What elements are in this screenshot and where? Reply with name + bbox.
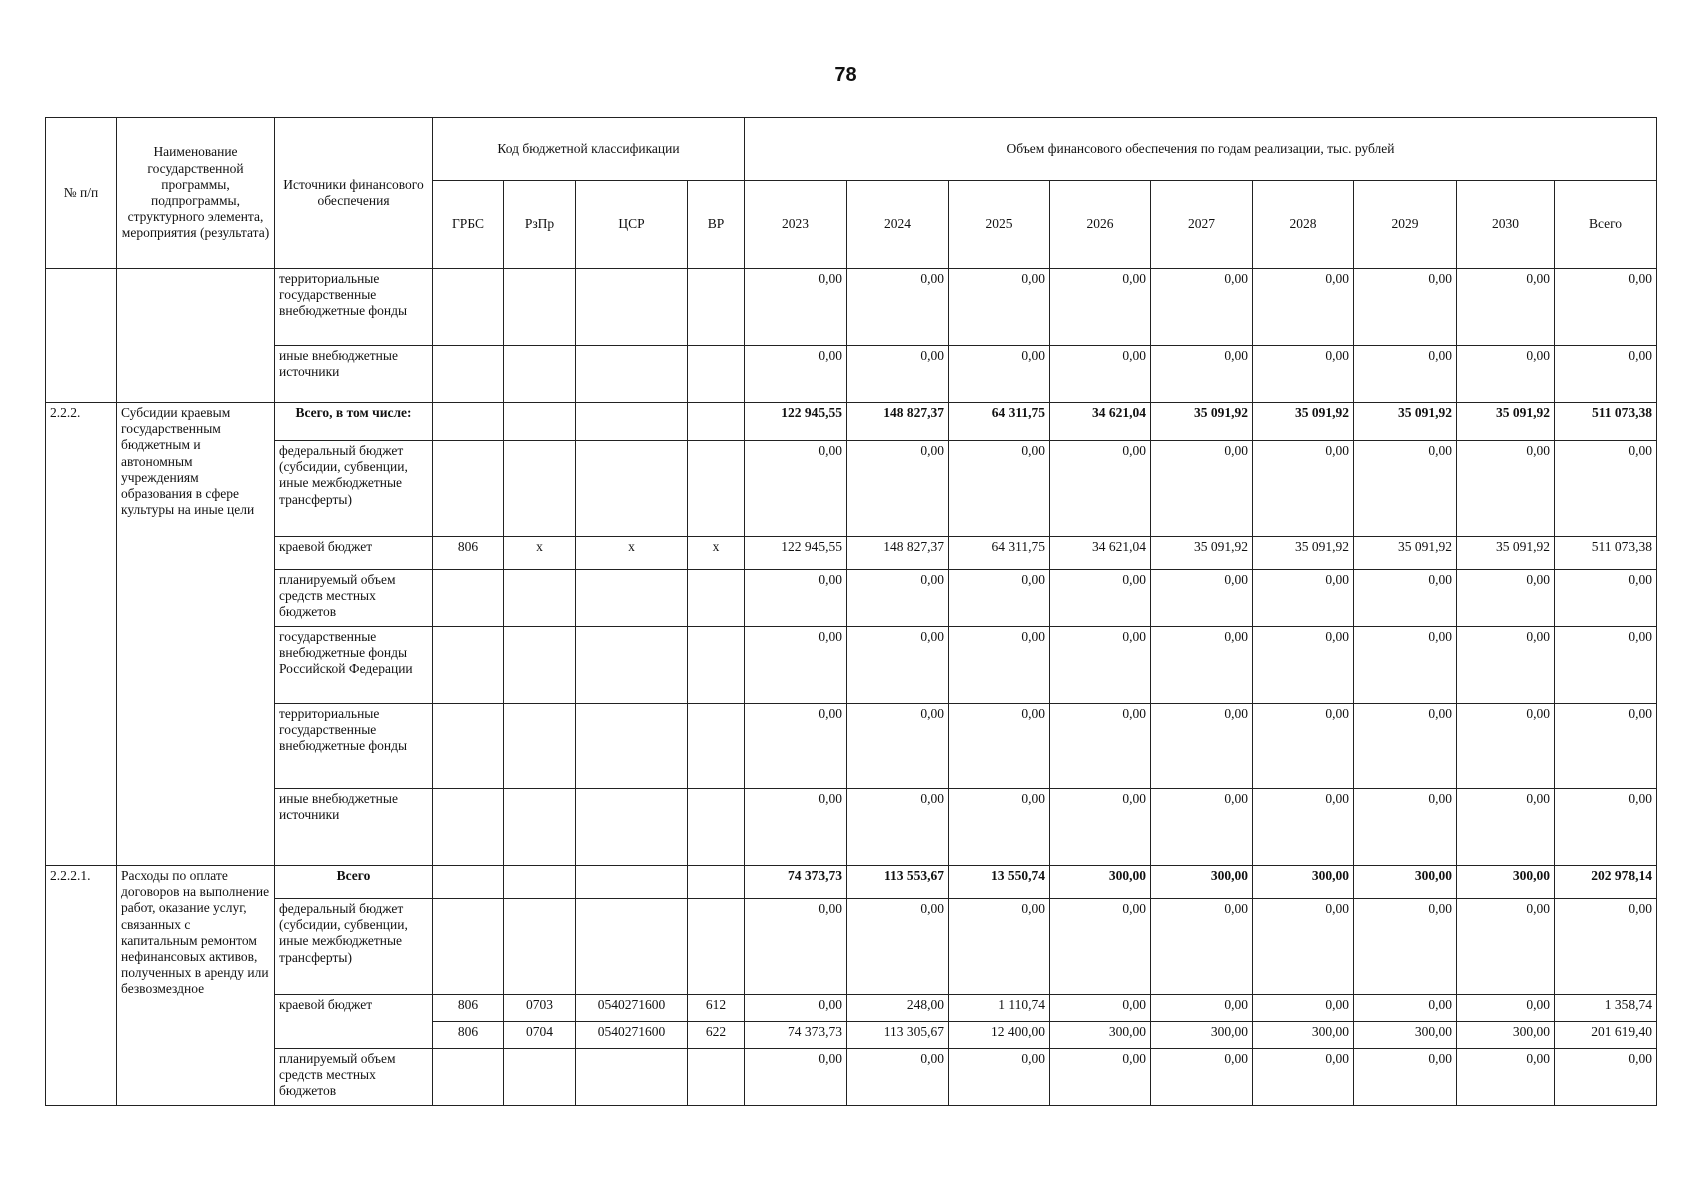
row-number: 2.2.2. [46, 403, 117, 866]
code-cell: х [504, 537, 576, 570]
code-cell [433, 269, 504, 346]
header-year: 2029 [1354, 181, 1457, 269]
code-cell: 806 [433, 1022, 504, 1049]
value-cell: 0,00 [1253, 269, 1354, 346]
code-cell [504, 704, 576, 789]
value-cell: 0,00 [745, 789, 847, 866]
total-cell: 0,00 [1555, 627, 1657, 704]
total-cell: 0,00 [1555, 704, 1657, 789]
header-code-group: Код бюджетной классификации [433, 118, 745, 181]
code-cell: 0704 [504, 1022, 576, 1049]
value-cell: 0,00 [1151, 627, 1253, 704]
total-cell: 202 978,14 [1555, 866, 1657, 899]
value-cell: 0,00 [1050, 570, 1151, 627]
value-cell: 0,00 [949, 346, 1050, 403]
value-cell: 0,00 [1050, 441, 1151, 537]
code-cell [688, 1049, 745, 1106]
source-cell: иные внебюджетные источники [275, 346, 433, 403]
source-cell: краевой бюджет [275, 995, 433, 1049]
table-row [46, 570, 1657, 627]
table-row [46, 866, 1657, 899]
code-cell [688, 866, 745, 899]
value-cell: 0,00 [949, 570, 1050, 627]
code-cell [576, 1049, 688, 1106]
value-cell: 0,00 [1354, 789, 1457, 866]
total-cell: 0,00 [1555, 1049, 1657, 1106]
value-cell: 0,00 [1354, 899, 1457, 995]
total-cell: 511 073,38 [1555, 537, 1657, 570]
value-cell: 0,00 [1253, 899, 1354, 995]
value-cell: 0,00 [1050, 789, 1151, 866]
value-cell: 0,00 [1354, 995, 1457, 1022]
total-cell: 0,00 [1555, 570, 1657, 627]
code-cell: 0540271600 [576, 995, 688, 1022]
value-cell: 35 091,92 [1253, 403, 1354, 441]
value-cell: 113 305,67 [847, 1022, 949, 1049]
code-cell [576, 704, 688, 789]
value-cell: 0,00 [745, 269, 847, 346]
table-header [46, 118, 1657, 269]
header-year: 2025 [949, 181, 1050, 269]
value-cell: 0,00 [1457, 346, 1555, 403]
value-cell: 0,00 [1050, 899, 1151, 995]
source-cell: Всего, в том числе: [275, 403, 433, 441]
header-vr: ВР [688, 181, 745, 269]
total-cell: 0,00 [1555, 441, 1657, 537]
code-cell: 0703 [504, 995, 576, 1022]
value-cell: 122 945,55 [745, 403, 847, 441]
value-cell: 148 827,37 [847, 537, 949, 570]
row-number [46, 269, 117, 403]
code-cell: 622 [688, 1022, 745, 1049]
value-cell: 0,00 [745, 704, 847, 789]
code-cell [576, 346, 688, 403]
source-cell: иные внебюджетные источники [275, 789, 433, 866]
value-cell: 300,00 [1457, 1022, 1555, 1049]
table-row [46, 441, 1657, 537]
value-cell: 0,00 [1354, 441, 1457, 537]
value-cell: 0,00 [1151, 346, 1253, 403]
value-cell: 0,00 [847, 899, 949, 995]
table-row [46, 537, 1657, 570]
budget-table [45, 117, 1657, 1106]
table-body [46, 269, 1657, 1106]
code-cell: 612 [688, 995, 745, 1022]
value-cell: 0,00 [1253, 704, 1354, 789]
value-cell: 34 621,04 [1050, 537, 1151, 570]
code-cell [504, 899, 576, 995]
code-cell: 806 [433, 537, 504, 570]
table-row [46, 1049, 1657, 1106]
value-cell: 0,00 [1151, 269, 1253, 346]
table-row [46, 995, 1657, 1022]
value-cell: 35 091,92 [1151, 403, 1253, 441]
header-source: Источники финансового обеспечения [275, 118, 433, 269]
code-cell: х [576, 537, 688, 570]
value-cell: 0,00 [1354, 627, 1457, 704]
value-cell: 0,00 [745, 1049, 847, 1106]
table-row [46, 627, 1657, 704]
value-cell: 0,00 [949, 441, 1050, 537]
value-cell: 0,00 [1151, 441, 1253, 537]
code-cell [433, 403, 504, 441]
code-cell [688, 789, 745, 866]
code-cell [433, 899, 504, 995]
value-cell: 300,00 [1354, 1022, 1457, 1049]
value-cell: 0,00 [1457, 441, 1555, 537]
value-cell: 113 553,67 [847, 866, 949, 899]
total-cell: 0,00 [1555, 269, 1657, 346]
program-name: Расходы по оплате договоров на выполнение работ, оказание услуг, связанных с капитальным ремонтом нефинансовых активов, полученных в аренду или безвозмездное [117, 866, 275, 1106]
value-cell: 0,00 [847, 704, 949, 789]
code-cell [504, 1049, 576, 1106]
code-cell [433, 866, 504, 899]
table-row [46, 403, 1657, 441]
value-cell: 13 550,74 [949, 866, 1050, 899]
value-cell: 300,00 [1151, 1022, 1253, 1049]
value-cell: 0,00 [1050, 1049, 1151, 1106]
value-cell: 0,00 [1457, 570, 1555, 627]
table-row [46, 899, 1657, 995]
header-year: 2023 [745, 181, 847, 269]
code-cell: х [688, 537, 745, 570]
value-cell: 300,00 [1253, 1022, 1354, 1049]
header-year: 2030 [1457, 181, 1555, 269]
source-cell: федеральный бюджет (субсидии, субвенции, иные межбюджетные трансферты) [275, 899, 433, 995]
value-cell: 0,00 [949, 1049, 1050, 1106]
code-cell [504, 346, 576, 403]
table-row [46, 346, 1657, 403]
total-cell: 0,00 [1555, 789, 1657, 866]
code-cell [433, 704, 504, 789]
value-cell: 0,00 [847, 1049, 949, 1106]
code-cell [433, 346, 504, 403]
header-grbs: ГРБС [433, 181, 504, 269]
code-cell [504, 441, 576, 537]
header-year: 2028 [1253, 181, 1354, 269]
header-year: 2026 [1050, 181, 1151, 269]
code-cell [433, 789, 504, 866]
value-cell: 148 827,37 [847, 403, 949, 441]
total-cell: 201 619,40 [1555, 1022, 1657, 1049]
table-row [46, 789, 1657, 866]
value-cell: 0,00 [1457, 995, 1555, 1022]
code-cell [576, 899, 688, 995]
code-cell [576, 403, 688, 441]
code-cell [576, 570, 688, 627]
source-cell: планируемый объем средств местных бюджетов [275, 570, 433, 627]
value-cell: 0,00 [1253, 441, 1354, 537]
code-cell [688, 441, 745, 537]
value-cell: 74 373,73 [745, 1022, 847, 1049]
header-volume-group: Объем финансового обеспечения по годам реализации, тыс. рублей [745, 118, 1657, 181]
total-cell: 1 358,74 [1555, 995, 1657, 1022]
value-cell: 300,00 [1253, 866, 1354, 899]
value-cell: 0,00 [1457, 789, 1555, 866]
code-cell [688, 269, 745, 346]
table-row [46, 704, 1657, 789]
value-cell: 0,00 [847, 627, 949, 704]
value-cell: 0,00 [949, 704, 1050, 789]
value-cell: 64 311,75 [949, 403, 1050, 441]
source-cell: планируемый объем средств местных бюджетов [275, 1049, 433, 1106]
header-csr: ЦСР [576, 181, 688, 269]
value-cell: 0,00 [1457, 704, 1555, 789]
value-cell: 0,00 [1253, 995, 1354, 1022]
code-cell [433, 441, 504, 537]
value-cell: 0,00 [745, 899, 847, 995]
code-cell [504, 627, 576, 704]
value-cell: 35 091,92 [1354, 403, 1457, 441]
value-cell: 0,00 [949, 627, 1050, 704]
value-cell: 0,00 [1457, 1049, 1555, 1106]
header-rzpr: РзПр [504, 181, 576, 269]
value-cell: 0,00 [745, 627, 847, 704]
code-cell [688, 704, 745, 789]
value-cell: 0,00 [1151, 704, 1253, 789]
total-cell: 511 073,38 [1555, 403, 1657, 441]
code-cell [688, 899, 745, 995]
value-cell: 0,00 [1457, 269, 1555, 346]
value-cell: 0,00 [1151, 899, 1253, 995]
value-cell: 0,00 [1354, 570, 1457, 627]
code-cell [433, 570, 504, 627]
code-cell [504, 403, 576, 441]
code-cell [433, 1049, 504, 1106]
total-cell: 0,00 [1555, 899, 1657, 995]
value-cell: 0,00 [1151, 570, 1253, 627]
value-cell: 0,00 [847, 346, 949, 403]
source-cell: государственные внебюджетные фонды Российской Федерации [275, 627, 433, 704]
value-cell: 122 945,55 [745, 537, 847, 570]
header-name: Наименование государственной программы, подпрограммы, структурного элемента, мероприятия (результата) [117, 118, 275, 269]
value-cell: 0,00 [847, 570, 949, 627]
header-year: 2024 [847, 181, 949, 269]
value-cell: 0,00 [1354, 346, 1457, 403]
code-cell [504, 789, 576, 866]
code-cell [576, 269, 688, 346]
code-cell [504, 866, 576, 899]
value-cell: 0,00 [1151, 995, 1253, 1022]
value-cell: 0,00 [1253, 627, 1354, 704]
code-cell [688, 346, 745, 403]
value-cell: 248,00 [847, 995, 949, 1022]
code-cell [504, 570, 576, 627]
value-cell: 0,00 [1050, 704, 1151, 789]
program-name [117, 269, 275, 403]
program-name: Субсидии краевым государственным бюджетным и автономным учреждениям образования в сфере культуры на иные цели [117, 403, 275, 866]
value-cell: 0,00 [1151, 789, 1253, 866]
value-cell: 35 091,92 [1253, 537, 1354, 570]
value-cell: 0,00 [1151, 1049, 1253, 1106]
value-cell: 0,00 [949, 899, 1050, 995]
value-cell: 0,00 [1354, 269, 1457, 346]
value-cell: 0,00 [949, 789, 1050, 866]
value-cell: 64 311,75 [949, 537, 1050, 570]
value-cell: 0,00 [847, 269, 949, 346]
value-cell: 0,00 [745, 995, 847, 1022]
value-cell: 0,00 [1253, 1049, 1354, 1106]
value-cell: 0,00 [745, 441, 847, 537]
value-cell: 0,00 [1253, 570, 1354, 627]
source-cell: федеральный бюджет (субсидии, субвенции, иные межбюджетные трансферты) [275, 441, 433, 537]
value-cell: 0,00 [847, 789, 949, 866]
code-cell [688, 627, 745, 704]
value-cell: 0,00 [1457, 899, 1555, 995]
value-cell: 0,00 [1253, 789, 1354, 866]
source-cell: Всего [275, 866, 433, 899]
value-cell: 0,00 [1050, 269, 1151, 346]
header-no: № п/п [46, 118, 117, 269]
value-cell: 0,00 [1050, 346, 1151, 403]
value-cell: 0,00 [745, 346, 847, 403]
header-year: 2027 [1151, 181, 1253, 269]
value-cell: 300,00 [1050, 866, 1151, 899]
table-row [46, 269, 1657, 346]
value-cell: 0,00 [1354, 704, 1457, 789]
value-cell: 35 091,92 [1457, 537, 1555, 570]
code-cell [504, 269, 576, 346]
value-cell: 12 400,00 [949, 1022, 1050, 1049]
value-cell: 300,00 [1151, 866, 1253, 899]
source-cell: территориальные государственные внебюджетные фонды [275, 269, 433, 346]
code-cell [688, 403, 745, 441]
value-cell: 74 373,73 [745, 866, 847, 899]
code-cell [576, 627, 688, 704]
code-cell: 806 [433, 995, 504, 1022]
code-cell [576, 866, 688, 899]
value-cell: 34 621,04 [1050, 403, 1151, 441]
value-cell: 0,00 [1050, 995, 1151, 1022]
value-cell: 0,00 [847, 441, 949, 537]
code-cell [433, 627, 504, 704]
code-cell [576, 789, 688, 866]
value-cell: 35 091,92 [1457, 403, 1555, 441]
value-cell: 300,00 [1354, 866, 1457, 899]
value-cell: 0,00 [949, 269, 1050, 346]
page-number: 78 [834, 64, 857, 86]
value-cell: 0,00 [745, 570, 847, 627]
value-cell: 35 091,92 [1151, 537, 1253, 570]
value-cell: 35 091,92 [1354, 537, 1457, 570]
code-cell: 0540271600 [576, 1022, 688, 1049]
code-cell [576, 441, 688, 537]
source-cell: территориальные государственные внебюджетные фонды [275, 704, 433, 789]
code-cell [688, 570, 745, 627]
value-cell: 0,00 [1457, 627, 1555, 704]
header-total: Всего [1555, 181, 1657, 269]
value-cell: 0,00 [1354, 1049, 1457, 1106]
source-cell: краевой бюджет [275, 537, 433, 570]
total-cell: 0,00 [1555, 346, 1657, 403]
row-number: 2.2.2.1. [46, 866, 117, 1106]
value-cell: 0,00 [1253, 346, 1354, 403]
value-cell: 0,00 [1050, 627, 1151, 704]
value-cell: 1 110,74 [949, 995, 1050, 1022]
value-cell: 300,00 [1457, 866, 1555, 899]
value-cell: 300,00 [1050, 1022, 1151, 1049]
